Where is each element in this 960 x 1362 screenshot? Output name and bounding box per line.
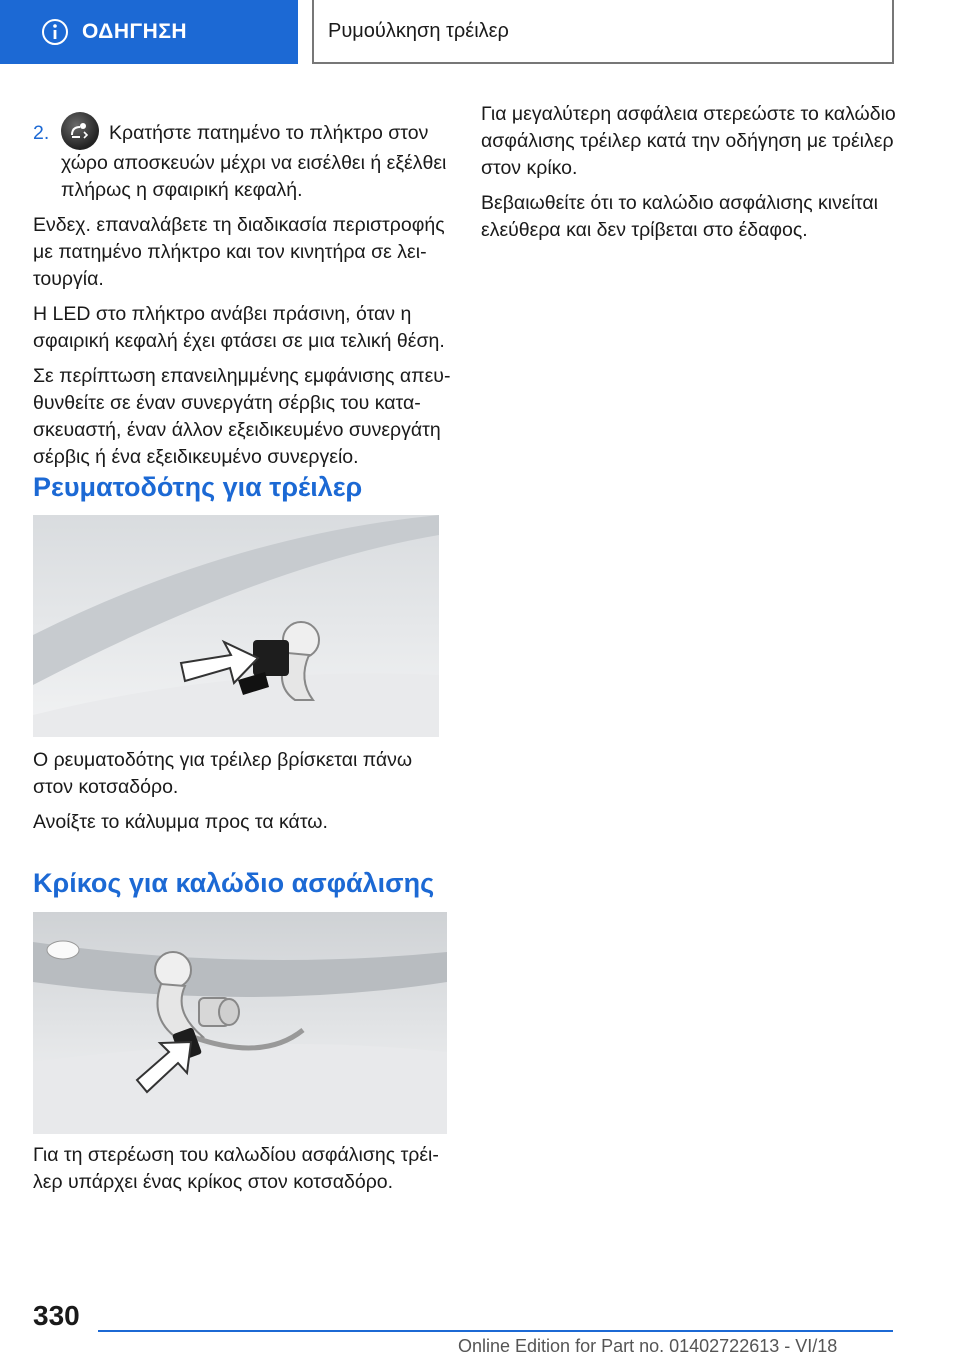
caption-open-cover: Ανοίξτε το κάλυμμα προς τα κάτω. bbox=[33, 811, 328, 833]
caption-socket-location: Ο ρευματοδότης για τρέιλερ βρίσκεται πάνω στον κοτσαδόρο. bbox=[33, 749, 413, 798]
section-tab-label: ΟΔΗΓΗΣΗ bbox=[82, 20, 188, 43]
paragraph-repeat: Ενδεχ. επαναλάβετε τη διαδικασία περιστροφής με πατημένο πλήκτρο και τον κινητήρα σε λειτουργία. bbox=[33, 214, 445, 290]
figure2-caption-block bbox=[33, 1142, 453, 1204]
left-column-top bbox=[33, 120, 453, 479]
trailer-hitch-button-icon bbox=[61, 112, 99, 150]
step-text: Κρατήστε πατημένο το πλήκτρο στον χώρο αποσκευών μέχρι να εισέλθει ή εξέλθει πλήρως η σφαιρική κεφαλή. bbox=[61, 122, 447, 201]
paragraph-check-cable: Βεβαιωθείτε ότι το καλώδιο ασφάλισης κινείται ελεύθερα και δεν τρίβεται στο έδαφος. bbox=[481, 192, 878, 241]
section-tab-driving[interactable] bbox=[0, 0, 298, 64]
figure1-captions bbox=[33, 747, 453, 844]
heading-trailer-socket: Ρευματοδότης για τρέιλερ bbox=[33, 472, 363, 502]
footer-divider bbox=[98, 1330, 893, 1332]
paragraph-service: Σε περίπτωση επανειλημμένης εμφάνισης απευθυνθείτε σε έναν συνεργάτη σέρβις του κατασκευαστή, έναν άλλον εξειδικευμένο συνεργάτη σέρβις ή ένα εξειδικευμένο συνεργείο. bbox=[33, 365, 451, 468]
caption-safety-eye: Για τη στερέωση του καλωδίου ασφάλισης τρέιλερ υπάρχει ένας κρίκος στον κοτσαδόρο. bbox=[33, 1144, 439, 1193]
chapter-tab[interactable] bbox=[312, 0, 894, 64]
page-number: 330 bbox=[33, 1300, 80, 1331]
step-number: 2. bbox=[33, 122, 50, 144]
step-item bbox=[33, 120, 453, 204]
chapter-title: Ρυμούλκηση τρέιλερ bbox=[328, 20, 509, 42]
paragraph-led: Η LED στο πλήκτρο ανάβει πράσινη, όταν η σφαιρική κεφαλή έχει φτάσει σε μια τελική θέση. bbox=[33, 303, 445, 352]
figure-trailer-socket bbox=[33, 515, 439, 737]
right-column bbox=[481, 101, 921, 252]
heading-safety-cable-eye: Κρίκος για καλώδιο ασφάλισης bbox=[33, 868, 435, 898]
figure-safety-cable-eye bbox=[33, 912, 447, 1134]
paragraph-secure-cable: Για μεγαλύτερη ασφάλεια στερεώστε το καλώδιο ασφάλισης τρέιλερ κατά την οδήγηση με τρέιλερ στον κρίκο. bbox=[481, 103, 896, 179]
edition-note: Online Edition for Part no. 01402722613 - VI/18 bbox=[458, 1336, 838, 1356]
info-circle-icon bbox=[41, 18, 69, 46]
